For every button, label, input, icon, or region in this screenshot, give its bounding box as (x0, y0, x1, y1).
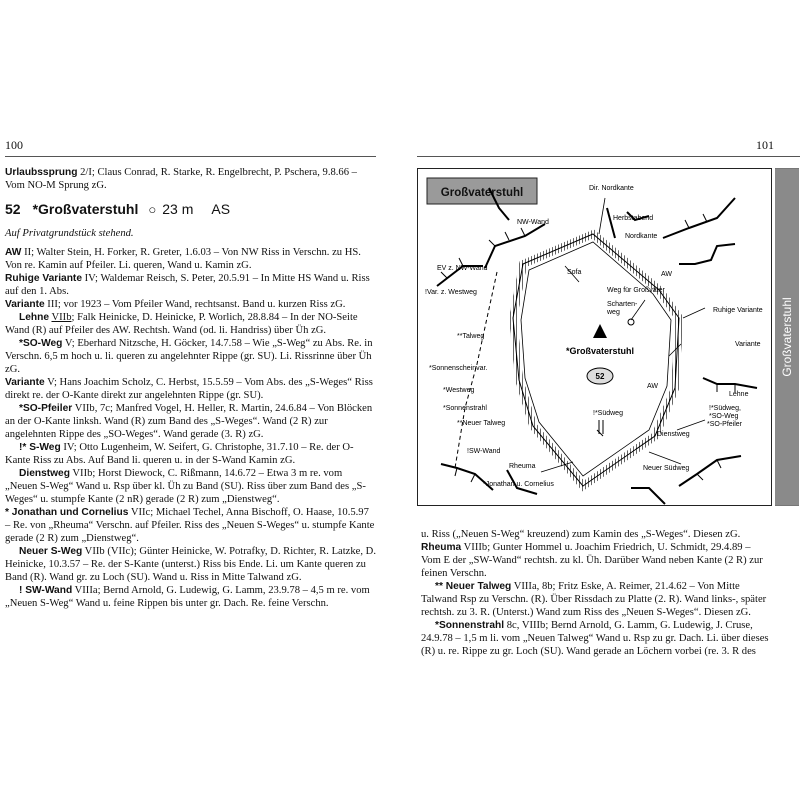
topo-route-label: AW (661, 271, 673, 278)
topo-route-label: Dir. Nordkante (589, 185, 634, 192)
topo-route-label: !SW-Wand (467, 448, 501, 455)
summit-area: AS (211, 201, 231, 217)
summit-header (5, 201, 376, 218)
route-text: 2/I; Claus Conrad, R. Starke, R. Engelbrecht, P. Pschera, 9.8.66 – Vom NO-M Sprung zG. (5, 167, 357, 191)
route-name: ! SW-Wand (19, 585, 73, 596)
topo-route-label: Ruhige Variante (713, 307, 763, 314)
route-text: V; Hans Joachim Scholz, C. Herbst, 15.5.59 – Vom Abs. des „S-Weges“ Riss direkt re. der O-Kante direkt zur angelehnten Rippe (gr. SU). (5, 377, 373, 401)
intro-entry (5, 166, 376, 192)
summit-name: *Großvaterstuhl (32, 201, 139, 217)
route-text: VIIIa; Bernd Arnold, G. Ludewig, G. Lamm, 23.9.78 – 4,5 m re. vom „Neuen S-Weg“ Wand u. feine Rippen bis unter gr. Dach. Re. feine Verschn. (5, 585, 370, 609)
route-text: VIIb, 7c; Manfred Vogel, H. Heller, R. Martin, 24.6.84 – Von Blöcken an der O-Kante linksh. Wand (R) zum Band des „S-Weges“. Wand (2 R) zur angelehnten Rippe des „SO-Weges“. Wand gerade (3. R) zG. (5, 403, 373, 440)
route-entry (5, 545, 376, 584)
topo-route-label: **Neuer Talweg (457, 420, 506, 427)
route-name: Neuer S-Weg (19, 546, 83, 557)
route-text: ; Falk Heinicke, D. Heinicke, P. Worlich, 28.8.84 – In der NO-Seite Wand (R) auf Pfeiler des AW. Rechtsh. Wand (od. li. Handriss) über Üh zG. (5, 312, 358, 336)
topo-route-label: Rheuma (509, 463, 536, 470)
route-entry (5, 311, 376, 337)
route-text: VIIIb; Gunter Hommel u. Joachim Friedrich, U. Schmidt, 29.4.89 – Vom E der „SW-Wand“ rechtsh. zu kl. Üh. Darüber Wand neben Kante (2 R) zur feinen Verschn. (421, 542, 763, 579)
topo-route-label: Scharten-weg (607, 301, 638, 316)
topo-route-label: AW (647, 383, 659, 390)
route-name: Urlaubssprung (5, 167, 78, 178)
topo-route-label: Neuer Südweg (643, 465, 690, 472)
topo-route-label: Dienstweg (657, 431, 690, 438)
topo-route-label: *SO-Pfeiler (707, 421, 743, 428)
topo-route-label: *Sonnenscheinvar. (429, 365, 488, 372)
route-name: * Jonathan und Cornelius (5, 507, 129, 518)
route-text: 8c, VIIIb; Bernd Arnold, G. Lamm, G. Ludewig, J. Cruse, 24.9.78 – 1,5 m li. vom „Neuen Talweg“ Wand u. Rsp zu gr. Dach. Li. über dieses (R) u. re. Rippe zu gr. Loch (SU). Wand gerade an Löchern vorbei (re. 3. R des (421, 620, 769, 657)
route-name: *Sonnenstrahl (435, 620, 505, 631)
route-entry (421, 580, 772, 619)
route-list-right (421, 541, 772, 658)
right-page-text (421, 528, 772, 658)
topo-route-label: !Var. z. Westweg (425, 289, 477, 296)
topo-summit-number: 52 (595, 372, 605, 381)
route-name: Lehne (19, 312, 50, 323)
route-name: *SO-Pfeiler (19, 403, 73, 414)
route-text: VIIc; Michael Techel, Anna Bischoff, O. Haase, 10.5.97 – Re. von „Rheuma“ Verschn. auf Pfeiler. Riss des „Neuen S-Weges“ u. stumpfe Kante gerade (2 R) zum „Dienstweg“. (5, 507, 375, 544)
route-name: !* S-Weg (19, 442, 61, 453)
topo-route-label: Variante (735, 341, 761, 348)
side-tab-label: Großvaterstuhl (780, 297, 794, 377)
header-rule-left (5, 156, 376, 157)
topo-route-label: !*Südweg (593, 410, 623, 417)
side-tab (775, 168, 799, 506)
topo-route-label: !*Südweg, *SO-Weg (709, 405, 741, 420)
route-entry (5, 467, 376, 506)
route-entry (5, 402, 376, 441)
route-entry (5, 337, 376, 376)
page-number-left: 100 (5, 138, 23, 152)
route-text: IV; Otto Lugenheim, W. Seifert, G. Christophe, 31.7.10 – Re. der O-Kante Riss zu Abs. Auf Band li. queren u. in der S-Wand Kamin zG. (5, 442, 354, 466)
continuation-text: u. Riss („Neuen S-Weg“ kreuzend) zum Kamin des „S-Weges“. Diesen zG. (421, 529, 741, 540)
summit-note: Auf Privatgrundstück stehend. (5, 228, 134, 239)
topo-route-label: Herbstabend (613, 215, 654, 222)
route-text: VIIb; Horst Diewock, C. Rißmann, 14.6.72 – Etwa 3 m re. vom „Neuen S-Weg“ Wand u. Rsp über kl. Üh zu Band (SU). Riss über zum Band des „S-Weges“ u. stumpfe Kante (2 nR) gerade (2 R) zum „Dienstweg“. (5, 468, 366, 505)
route-entry (5, 584, 376, 610)
route-name: Variante (5, 377, 45, 388)
route-name: ** Neuer Talweg (435, 581, 512, 592)
left-page-text (5, 166, 376, 610)
topo-route-label: **Talweg (457, 333, 485, 340)
route-text: VIIb (VIIc); Günter Heinicke, W. Potrafky, D. Richter, R. Latzke, D. Heinicke, 10.3.57 – Re. der S-Kante (unterst.) Riss bis Ende. Li. um Kante queren zu Band (R). Wand gr. zu Loch (SU). Wand u. Riss in Mitte Talwand zG. (5, 546, 376, 583)
route-entry (5, 506, 376, 545)
topo-title: Großvaterstuhl (440, 187, 524, 199)
route-text: III; vor 1923 – Vom Pfeiler Wand, rechtsanst. Band u. kurzen Riss zG. (44, 299, 346, 310)
topo-route-label: NW-Wand (517, 219, 549, 226)
topo-summit-label: *Großvaterstuhl (565, 346, 635, 356)
route-entry (5, 441, 376, 467)
summit-height: 23 m (162, 201, 194, 217)
topo-route-label: Weg für Großväter (607, 287, 665, 294)
route-name: Rheuma (421, 542, 462, 553)
route-entry (421, 619, 772, 658)
route-list-left (5, 246, 376, 610)
topo-route-label: *Sonnenstrahl (443, 405, 487, 412)
route-text: II; Walter Stein, H. Forker, R. Greter, 1.6.03 – Von NW Riss in Verschn. zu HS. Von re. Kamin auf Pfeiler. Li. queren, Wand u. Kamin zG. (5, 247, 361, 271)
route-entry (5, 246, 376, 272)
topo-route-label: EV z. NW-Wand (437, 265, 488, 272)
summit-symbol: ○ (148, 202, 157, 217)
topo-diagram (417, 168, 772, 506)
page-number-right: 101 (756, 138, 774, 152)
route-name: *SO-Weg (19, 338, 63, 349)
route-text: V; Eberhard Nitzsche, H. Göcker, 14.7.58 – Wie „S-Weg“ zu Abs. Re. in Verschn. 6,5 m hoch u. li. queren zu angelehnter Rippe (gr. SU). Li. Rissrinne über Üh zG. (5, 338, 373, 375)
topo-route-label: *Westweg (443, 387, 475, 394)
route-name: Ruhige Variante (5, 273, 82, 284)
summit-number: 52 (5, 201, 21, 217)
route-text: VIIIa, 8b; Fritz Eske, A. Reimer, 21.4.62 – Von Mitte Talwand Rsp zu Verschn. (R). Über Rissdach zu Platte (2. R). Wand links-, später rechtsh. zu 3. R. (Unterst.) Wand zum Riss des „Neuen S-Weges“. Diesen zG. (421, 581, 767, 618)
topo-route-label: Nordkante (625, 233, 658, 240)
route-name: Dienstweg (19, 468, 70, 479)
topo-route-label: Lehne (729, 391, 749, 398)
route-entry (421, 541, 772, 580)
route-entry (5, 272, 376, 298)
route-text: IV; Waldemar Reisch, S. Peter, 20.5.91 – In Mitte HS Wand u. Riss auf den 1. Abs. (5, 273, 370, 297)
header-rule-right (417, 156, 800, 157)
route-name: AW (5, 247, 22, 258)
topo-route-label: *Jonathan u. Cornelius (483, 481, 554, 488)
route-grade: VIIb (51, 312, 72, 323)
route-entry (5, 298, 376, 311)
route-name: Variante (5, 299, 45, 310)
topo-route-label: Sofa (567, 269, 582, 276)
route-entry (5, 376, 376, 402)
